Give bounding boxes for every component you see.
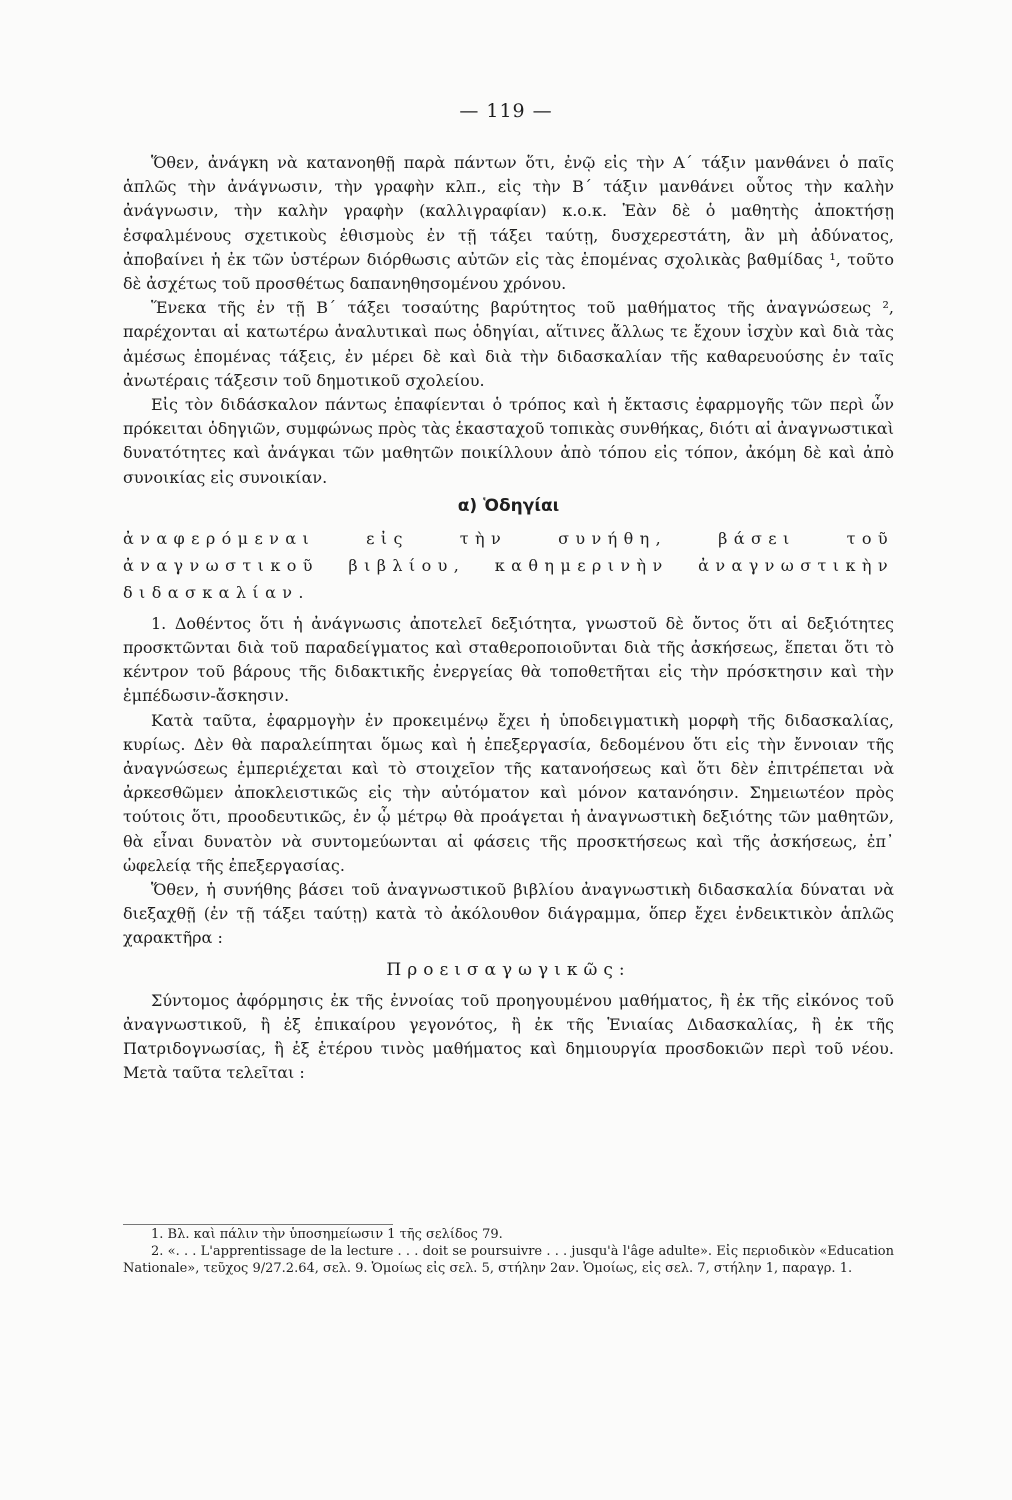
footnote: 2. «. . . L'apprentissage de la lecture . . . doit se poursuivre . . . jusqu'à l'âge adulte». Εἰς περιοδικὸν «Education Nationale», τεῦχος 9/27.2.64, σελ. 9. Ὁμοίως εἰς σελ. 5, στήλην 2αν. Ὁμοίως, εἰς σελ. 7, στήλην 1, παραγρ. 1. <box>123 1244 894 1276</box>
section-heading: α) Ὁδηγίαι <box>457 495 560 516</box>
section-subtitle: ἀναφερόμεναι εἰς τὴν συνήθη, βάσει τοῦ ἀναγνωστικοῦ βιβλίου, καθημερινὴν ἀναγνωστικὴν διδασκαλίαν. <box>123 528 894 602</box>
paragraph: Σύντομος ἀφόρμησις ἐκ τῆς ἐννοίας τοῦ προηγουμένου μαθήματος, ἢ ἐκ τῆς εἰκόνος τοῦ ἀναγνωστικοῦ, ἢ ἐξ ἐπικαίρου γεγονότος, ἢ ἐκ τῆς Ἑνιαίας Διδασκαλίας, ἢ ἐκ τῆς Πατριδογνωσίας, ἢ ἐξ ἑτέρου τινὸς μαθήματος καὶ δημιουργία προσδοκιῶν περὶ τοῦ νέου. Μετὰ ταῦτα τελεῖται : <box>123 990 894 1083</box>
footnote-divider <box>123 1224 393 1225</box>
page-number: — 119 — <box>459 100 553 122</box>
paragraph: Ὅθεν, ἀνάγκη νὰ κατανοηθῇ παρὰ πάντων ὅτι, ἐνῷ εἰς τὴν Α΄ τάξιν μανθάνει ὁ παῖς ἁπλῶς τὴν ἀνάγνωσιν, τὴν γραφὴν κλπ., εἰς τὴν Β΄ τάξιν μανθάνει οὗτος τὴν καλὴν ἀνάγνωσιν, τὴν καλὴν γραφὴν (καλλιγραφίαν) κ.ο.κ. Ἐὰν δὲ ὁ μαθητὴς ἀποκτήσῃ ἐσφαλμένους σχετικοὺς ἐθισμοὺς ἐν τῇ τάξει ταύτῃ, δυσχερεστάτη, ἂν μὴ ἀδύνατος, ἀποβαίνει ἡ ἐκ τῶν ὑστέρων διόρθωσις αὐτῶν εἰς τὰς ἑπομένας σχολικὰς βαθμίδας ¹, τοῦτο δὲ ἀσχέτως τοῦ προσθέτως δαπανηθησομένου χρόνου. <box>123 153 894 294</box>
footnote: 1. Βλ. καὶ πάλιν τὴν ὑποσημείωσιν 1 τῆς σελίδος 79. <box>151 1227 503 1242</box>
paragraph: Εἰς τὸν διδάσκαλον πάντως ἐπαφίενται ὁ τρόπος καὶ ἡ ἔκτασις ἐφαρμογῆς τῶν περὶ ὧν πρόκειται ὁδηγιῶν, συμφώνως πρὸς τὰς ἑκασταχοῦ τοπικὰς συνθήκας, διότι αἱ ἀναγνωστικαὶ δυνατότητες καὶ ἀνάγκαι τῶν μαθητῶν ποικίλλουν ἀπὸ τόπου εἰς τόπον, ἀκόμη δὲ καὶ ἀπὸ συνοικίας εἰς συνοικίαν. <box>123 395 894 487</box>
footnotes <box>123 1226 894 1277</box>
paragraph: 1. Δοθέντος ὅτι ἡ ἀνάγνωσις ἀποτελεῖ δεξιότητα, γνωστοῦ δὲ ὄντος ὅτι αἱ δεξιότητες προσκτῶνται διὰ τοῦ παραδείγματος καὶ σταθεροποιοῦνται διὰ τῆς ἀσκήσεως, ἕπεται ὅτι τὸ κέντρον τοῦ βάρους τῆς διδακτικῆς ἐνεργείας θὰ τοποθετῆται εἰς τὴν πρόσκτησιν καὶ τὴν ἐμπέδωσιν-ἄσκησιν. <box>123 613 894 706</box>
paragraph: Ὅθεν, ἡ συνήθης βάσει τοῦ ἀναγνωστικοῦ βιβλίου ἀναγνωστικὴ διδασκαλία δύναται νὰ διεξαχθῇ (ἐν τῇ τάξει ταύτῃ) κατὰ τὸ ἀκόλουθον διάγραμμα, ὅπερ ἔχει ἐνδεικτικὸν ἁπλῶς χαρακτῆρα : <box>123 880 894 948</box>
subsection-heading: Προεισαγωγικῶς: <box>386 959 631 980</box>
page-body <box>123 151 894 1086</box>
paragraph: Ἕνεκα τῆς ἐν τῇ Β΄ τάξει τοσαύτης βαρύτητος τοῦ μαθήματος τῆς ἀναγνώσεως ², παρέχονται αἱ κατωτέρω ἀναλυτικαὶ πως ὁδηγίαι, αἵτινες ἄλλως τε ἔχουν ἰσχὺν καὶ διὰ τὰς ἀμέσως ἑπομένας τάξεις, ἐν μέρει δὲ καὶ διὰ τὴν διδασκαλίαν τῆς καθαρευούσης ἐν ταῖς ἀνωτέραις τάξεσιν τοῦ δημοτικοῦ σχολείου. <box>123 298 894 390</box>
paragraph: Κατὰ ταῦτα, ἐφαρμογὴν ἐν προκειμένῳ ἔχει ἡ ὑποδειγματικὴ μορφὴ τῆς διδασκαλίας, κυρίως. Δὲν θὰ παραλείπηται ὅμως καὶ ἡ ἐπεξεργασία, δεδομένου ὅτι εἰς τὴν ἔννοιαν τῆς ἀναγνώσεως ἐμπεριέχεται καὶ τὸ στοιχεῖον τῆς κατανοήσεως καὶ ὅτι δὲν ἐπιτρέπεται νὰ ἀρκεσθῶμεν ἀποκλειστικῶς εἰς τὴν αὐτόματον καὶ μόνον κατανόησιν. Σημειωτέον πρὸς τούτοις ὅτι, προοδευτικῶς, ἐν ᾧ μέτρῳ θὰ προάγεται ἡ ἀναγνωστικὴ δεξιότης τῶν μαθητῶν, θὰ εἶναι δυνατὸν νὰ συντομεύωνται αἱ φάσεις τῆς προσκτήσεως καὶ τῆς ἀσκήσεως, ἐπ᾽ ὠφελείᾳ τῆς ἐπεξεργασίας. <box>123 710 894 875</box>
